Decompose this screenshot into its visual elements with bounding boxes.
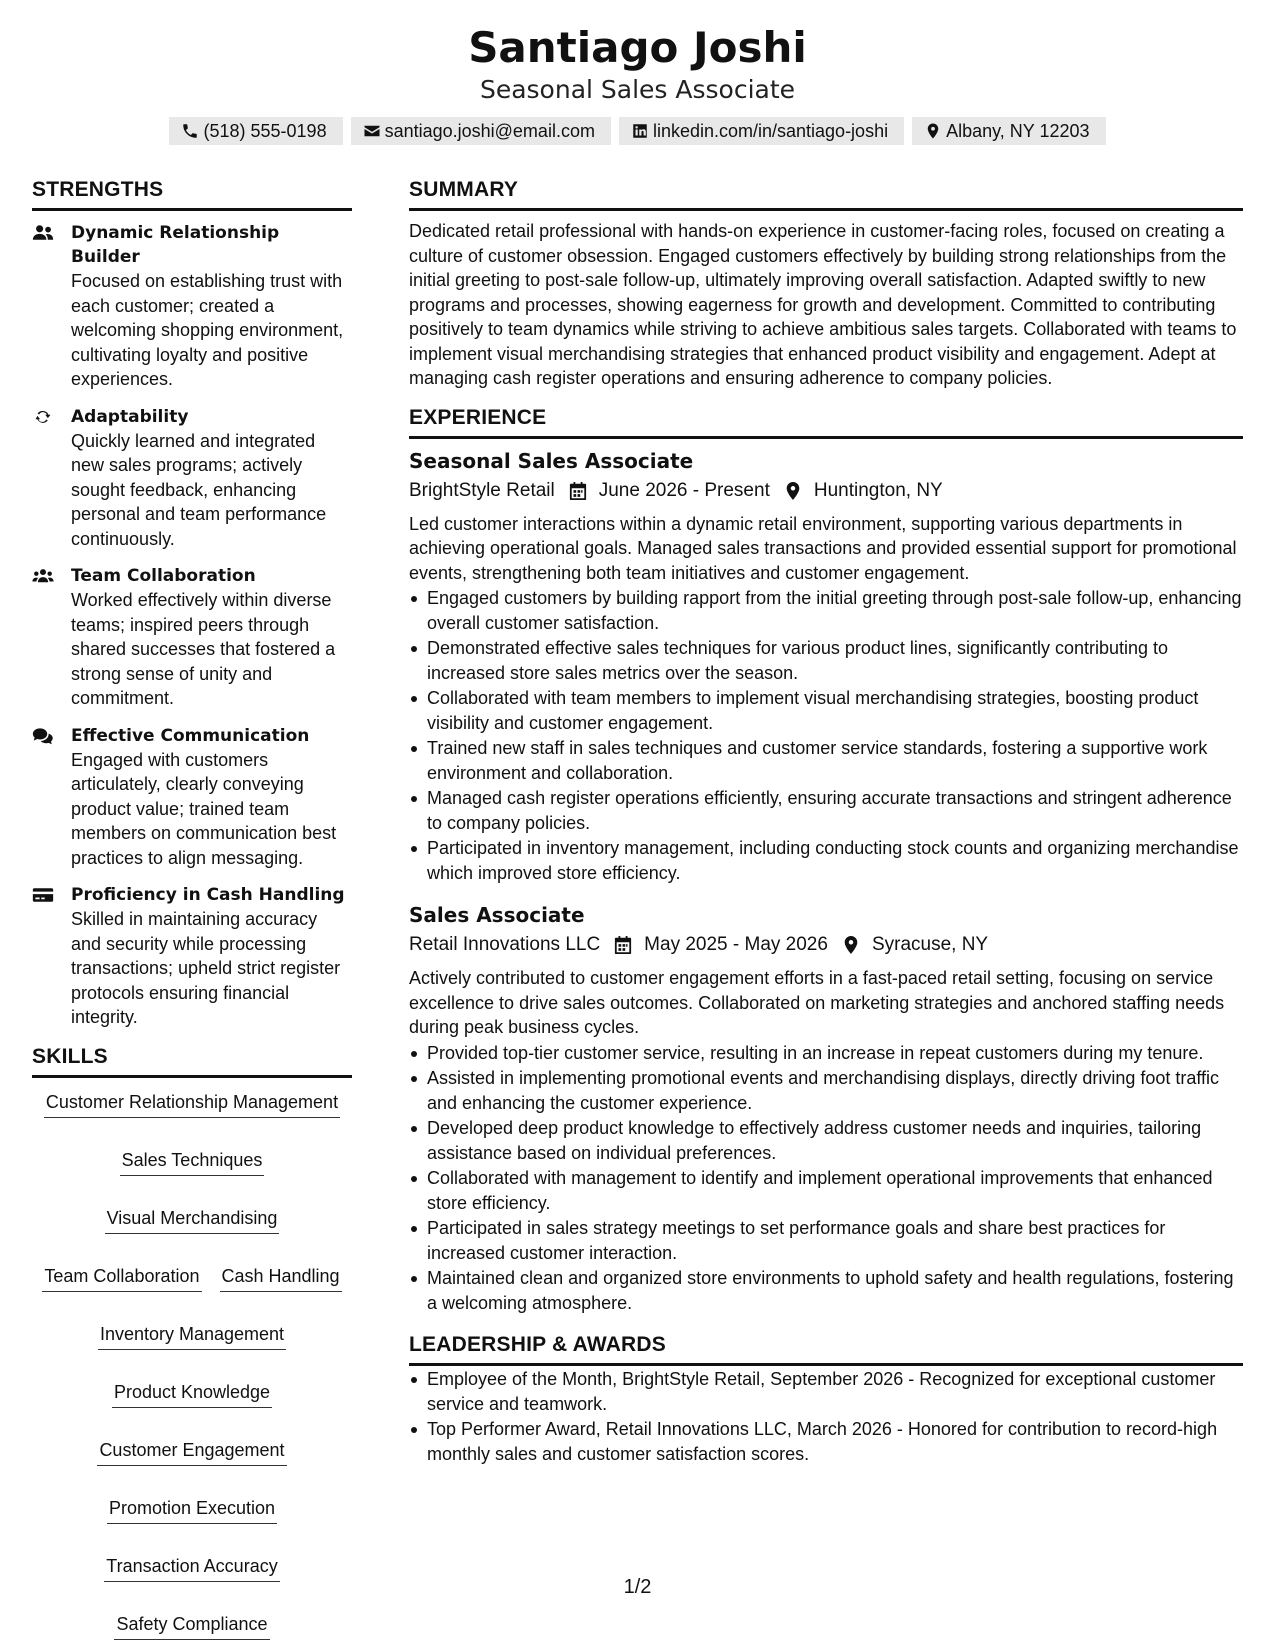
award-item: Employee of the Month, BrightStyle Retail, September 2026 - Recognized for exceptional customer service and teamwork. [409, 1367, 1243, 1416]
strength-item [32, 564, 352, 711]
contact-phone[interactable] [169, 117, 342, 145]
map-marker-icon [784, 481, 802, 501]
skill-tag: Transaction Accuracy [104, 1554, 279, 1582]
job-entry [409, 447, 1243, 886]
strength-name: Dynamic Relationship Builder [71, 223, 280, 267]
right-column [409, 176, 1243, 1467]
summary-text: Dedicated retail professional with hands-on experience in customer-facing roles, focused on creating a culture of customer obsession. Engaged customers effectively by building strong relationships from the initial greeting to post-sale follow-up, ultimately improving overall satisfaction. Adapted swiftly to new programs and processes, showing eagerness for growth and development. Committed to contributing positively to team dynamics while striving to achieve ambitious sales targets. Collaborated with teams to implement visual merchandising strategies that enhanced product visibility and engagement. Adept at managing cash register operations and ensuring adherence to company policies. [409, 221, 1237, 388]
job-entry [409, 901, 1243, 1315]
skill-tag: Team Collaboration [42, 1264, 201, 1292]
strength-desc: Skilled in maintaining accuracy and security while processing transactions; upheld strict register protocols ensuring financial integrity. [71, 909, 341, 1027]
skill-tag: Customer Relationship Management [44, 1090, 340, 1118]
linkedin-icon [631, 122, 649, 140]
users-icon [32, 224, 54, 242]
award-item: Top Performer Award, Retail Innovations LLC, March 2026 - Honored for contribution to record-high monthly sales and customer satisfaction scores. [409, 1417, 1243, 1466]
map-marker-icon [924, 122, 942, 140]
phone-icon [181, 122, 199, 140]
skills-heading: SKILLS [32, 1043, 352, 1078]
sync-icon [32, 408, 54, 426]
skill-tag: Promotion Execution [107, 1496, 277, 1524]
job-description: Actively contributed to customer engagement efforts in a fast-paced retail setting, focusing on service excellence to drive sales outcomes. Collaborated on marketing strategies and anchored staffing needs during peak business cycles. [409, 968, 1225, 1037]
strength-desc: Worked effectively within diverse teams; inspired peers through shared successes that fostered a strong sense of unity and commitment. [71, 590, 336, 708]
skill-tag: Visual Merchandising [105, 1206, 280, 1234]
strength-desc: Engaged with customers articulately, clearly conveying product value; trained team members on communication best practices to align messaging. [71, 749, 337, 868]
phone-text: (518) 555-0198 [203, 120, 327, 141]
strength-item [32, 221, 352, 392]
page-number: 1/2 [623, 1576, 652, 1598]
skill-tag: Inventory Management [98, 1322, 286, 1350]
strength-item [32, 724, 352, 871]
contact-location [912, 117, 1105, 145]
strengths-heading: STRENGTHS [32, 176, 352, 211]
contact-linkedin[interactable] [619, 117, 904, 145]
strength-item [32, 405, 352, 552]
job-description: Led customer interactions within a dynamic retail environment, supporting various departments in achieving operational goals. Managed sales transactions and provided essential support for promotional events, strengthening both team initiatives and customer engagement. [409, 513, 1237, 583]
contact-email[interactable] [351, 117, 611, 145]
calendar-icon [569, 481, 587, 501]
team-icon [32, 567, 54, 585]
job-meta [409, 476, 1243, 506]
bullet-item: Developed deep product knowledge to effectively address customer needs and inquiries, tailoring assistance based on individual preferences. [409, 1116, 1243, 1165]
bullet-item: Provided top-tier customer service, resulting in an increase in repeat customers during my tenure. [409, 1041, 1243, 1066]
bullet-item: Participated in inventory management, including conducting stock counts and organizing merchandise which improved store efficiency. [409, 836, 1243, 885]
strength-name: Team Collaboration [71, 566, 256, 586]
job-dates: June 2026 - Present [598, 479, 770, 501]
strength-item [32, 883, 352, 1030]
bullet-item: Collaborated with management to identify and implement operational improvements that enhanced store efficiency. [409, 1166, 1243, 1215]
credit-card-icon [32, 886, 54, 904]
job-location: Huntington, NY [813, 479, 943, 501]
bullet-item: Engaged customers by building rapport from the initial greeting through post-sale follow-up, enhancing overall customer satisfaction. [409, 586, 1243, 635]
skills-list [32, 1090, 352, 1640]
strength-name: Proficiency in Cash Handling [71, 885, 345, 905]
leadership-heading: LEADERSHIP & AWARDS [409, 1331, 1243, 1366]
skill-tag: Customer Engagement [97, 1438, 286, 1466]
strength-name: Effective Communication [71, 725, 310, 746]
envelope-icon [363, 122, 381, 140]
skill-tag: Cash Handling [220, 1264, 342, 1292]
job-location: Syracuse, NY [871, 934, 989, 955]
linkedin-text: linkedin.com/in/santiago-joshi [652, 120, 889, 141]
comments-icon [32, 727, 54, 745]
job-title: Sales Associate [409, 903, 585, 927]
skill-tag: Sales Techniques [120, 1148, 265, 1176]
strength-name: Adaptability [71, 406, 189, 427]
bullet-item: Demonstrated effective sales techniques for various product lines, significantly contributing to increased store sales metrics over the season. [409, 636, 1243, 685]
job-bullets [409, 1041, 1243, 1316]
location-text: Albany, NY 12203 [946, 120, 1090, 141]
map-marker-icon [842, 935, 860, 955]
job-title: Seasonal Sales Associate [409, 448, 694, 473]
candidate-name: Santiago Joshi [468, 23, 807, 72]
strength-desc: Focused on establishing trust with each customer; created a welcoming shopping environment, cultivating loyalty and positive experiences. [71, 271, 344, 389]
calendar-icon [614, 935, 632, 955]
job-company: BrightStyle Retail [409, 479, 555, 501]
summary-heading: SUMMARY [409, 176, 1243, 211]
bullet-item: Maintained clean and organized store environments to uphold safety and health regulations, fostering a welcoming atmosphere. [409, 1266, 1243, 1315]
bullet-item: Trained new staff in sales techniques and customer service standards, fostering a supportive work environment and collaboration. [409, 736, 1243, 785]
job-meta [409, 930, 1243, 960]
skill-tag: Product Knowledge [112, 1380, 272, 1408]
bullet-item: Assisted in implementing promotional events and merchandising displays, directly driving foot traffic and enhancing the customer experience. [409, 1066, 1243, 1115]
bullet-item: Participated in sales strategy meetings to set performance goals and share best practices for increased customer interaction. [409, 1216, 1243, 1265]
job-bullets [409, 586, 1243, 885]
left-column [32, 176, 352, 1640]
candidate-title: Seasonal Sales Associate [479, 75, 796, 104]
strengths-list [32, 221, 352, 1030]
strength-desc: Quickly learned and integrated new sales programs; actively sought feedback, enhancing personal and team performance continuously. [71, 430, 327, 549]
bullet-item: Collaborated with team members to implement visual merchandising strategies, boosting product visibility and customer engagement. [409, 686, 1243, 735]
job-company: Retail Innovations LLC [409, 934, 601, 955]
leadership-list [409, 1367, 1243, 1466]
skill-tag: Safety Compliance [114, 1612, 269, 1640]
resume-header [0, 22, 1275, 145]
email-text: santiago.joshi@email.com [384, 120, 595, 141]
bullet-item: Managed cash register operations efficiently, ensuring accurate transactions and stringent adherence to company policies. [409, 786, 1243, 835]
contact-bar [0, 117, 1275, 145]
job-dates: May 2025 - May 2026 [644, 934, 828, 955]
experience-heading: EXPERIENCE [409, 404, 1243, 439]
